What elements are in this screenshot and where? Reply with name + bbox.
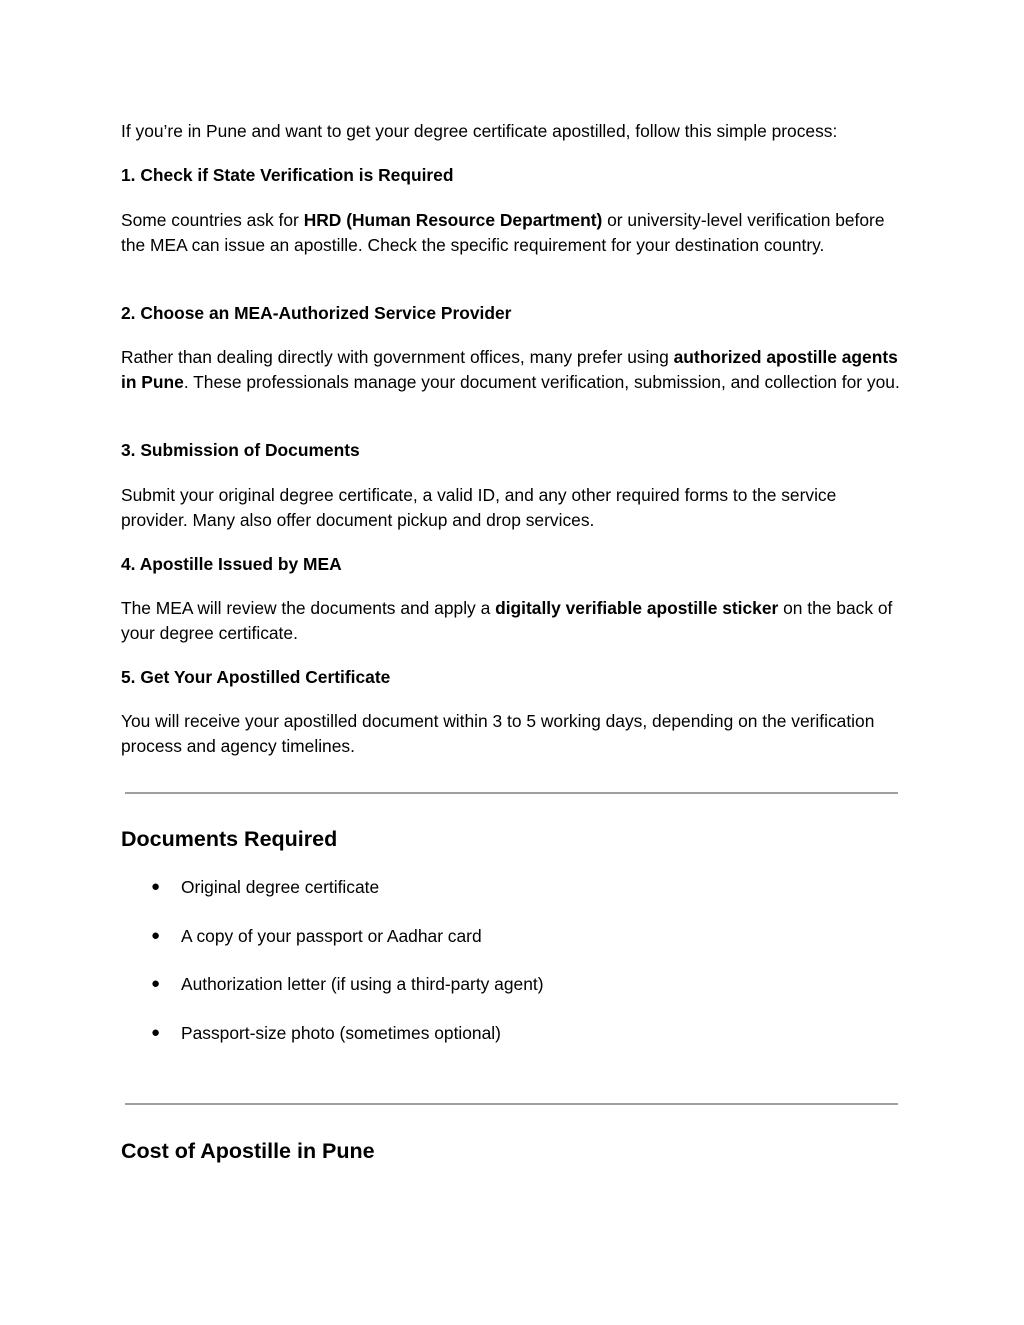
bullet-icon: ● (151, 975, 161, 992)
step-1-text-b: or university-level verification before the MEA can issue an apostille. Check the specific requirement for your destination country. (121, 210, 885, 255)
step-2-text-a: Rather than dealing directly with government offices, many prefer using (121, 347, 674, 367)
documents-list (121, 875, 544, 1069)
step-3-text-a: Submit your original degree certificate, a valid ID, and any other required forms to the service provider. Many also offer document pickup and drop services. (121, 485, 837, 530)
bullet-icon: ● (151, 1023, 161, 1041)
step-1-heading: 1. Check if State Verification is Required (121, 165, 454, 185)
step-4-heading: 4. Apostille Issued by MEA (121, 554, 342, 574)
documents-heading: Documents Required (121, 827, 338, 851)
step-2-text-bold: authorized apostille agents in Pune (121, 347, 898, 392)
step-1-paragraph (121, 208, 901, 257)
step-3-heading: 3. Submission of Documents (121, 440, 360, 460)
list-item (121, 924, 544, 973)
list-item-label: Passport-size photo (sometimes optional) (181, 1022, 501, 1043)
list-item-label: Original degree certificate (181, 877, 380, 897)
step-2-heading: 2. Choose an MEA-Authorized Service Provider (121, 303, 512, 323)
step-1-text-a: Some countries ask for (121, 210, 304, 230)
intro-paragraph: If you’re in Pune and want to get your degree certificate apostilled, follow this simple process: (121, 121, 838, 141)
step-4-paragraph (121, 596, 901, 645)
section-divider (125, 792, 898, 794)
step-3-paragraph (121, 483, 901, 532)
bullet-icon: ● (151, 926, 161, 944)
step-1-text-bold: HRD (Human Resource Department) (303, 210, 603, 230)
step-4-text-b: on the back of your degree certificate. (121, 598, 893, 643)
step-2-paragraph (121, 345, 901, 394)
step-2-text-b: . These professionals manage your document verification, submission, and collection for you. (183, 371, 900, 392)
cost-heading: Cost of Apostille in Pune (121, 1139, 375, 1163)
step-5-paragraph (121, 709, 901, 758)
section-divider (125, 1103, 898, 1105)
list-item-label: Authorization letter (if using a third-party agent) (181, 974, 544, 994)
step-4-text-a: The MEA will review the documents and apply a (121, 598, 496, 618)
step-5-text-a: You will receive your apostilled document within 3 to 5 working days, depending on the verification process and agency timelines. (121, 711, 875, 756)
bullet-icon: ● (151, 878, 161, 895)
step-5-heading: 5. Get Your Apostilled Certificate (121, 667, 391, 687)
list-item-label: A copy of your passport or Aadhar card (181, 925, 482, 946)
step-4-text-bold: digitally verifiable apostille sticker (495, 598, 779, 618)
list-item (121, 875, 544, 924)
list-item (121, 1021, 544, 1070)
list-item (121, 972, 544, 1021)
